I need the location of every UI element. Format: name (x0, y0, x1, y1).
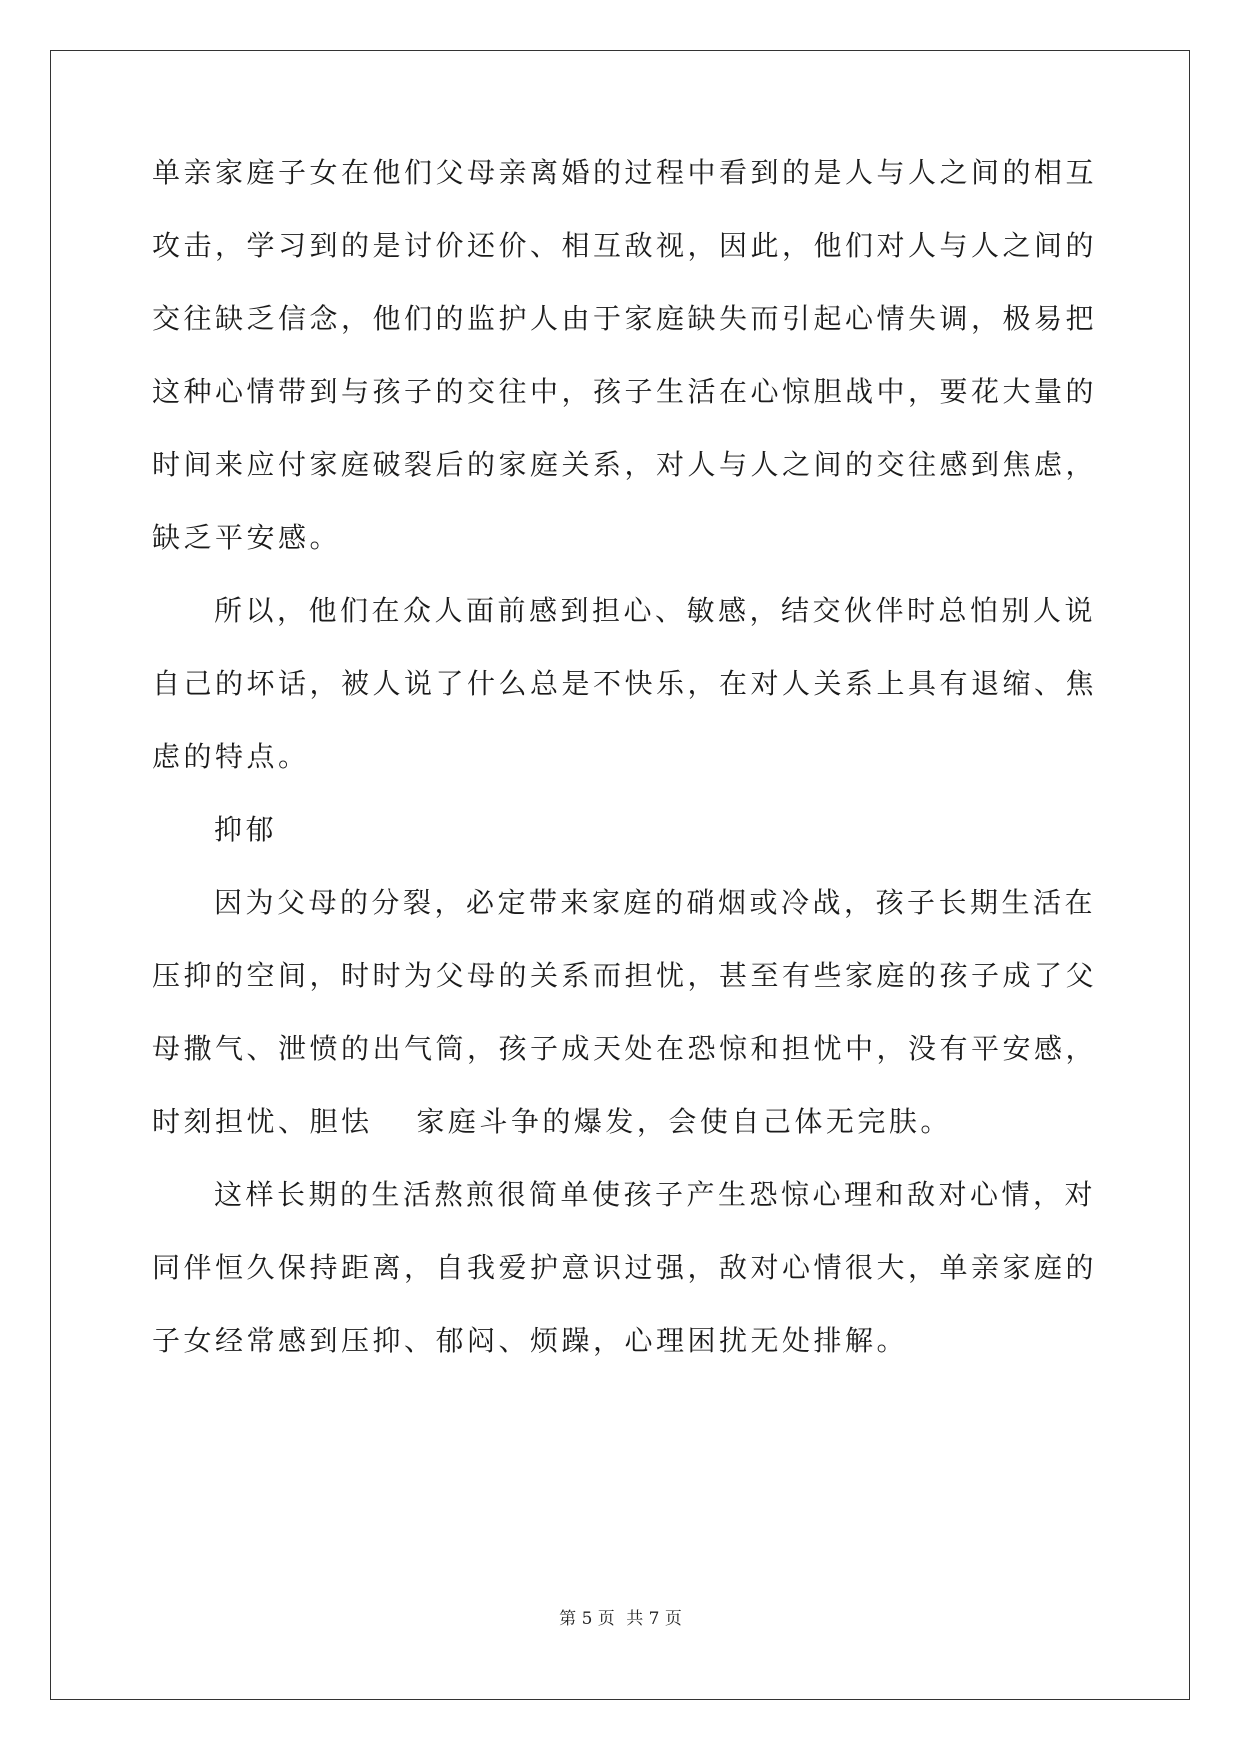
text-line: 母撒气、泄愤的出气筒，孩子成天处在恐惊和担忧中，没有平安感， (152, 1032, 1098, 1065)
text-line: 因为父母的分裂，必定带来家庭的硝烟或冷战，孩子长期生活在 (214, 886, 1097, 919)
text-line: 子女经常感到压抑、郁闷、烦躁，心理困扰无处排解。 (152, 1324, 909, 1357)
section-heading: 抑郁 (214, 813, 278, 846)
text-line: 虑的特点。 (152, 740, 310, 773)
text-line: 同伴恒久保持距离，自我爱护意识过强，敌对心情很大，单亲家庭的 (152, 1251, 1098, 1284)
text-line: 缺乏平安感。 (152, 521, 342, 554)
text-line: 压抑的空间，时时为父母的关系而担忧，甚至有些家庭的孩子成了父 (152, 959, 1098, 992)
text-line: 自己的坏话，被人说了什么总是不快乐，在对人关系上具有退缩、焦 (152, 667, 1098, 700)
page-total: 共 7 页 (626, 1609, 682, 1629)
text-line: 所以，他们在众人面前感到担心、敏感，结交伙伴时总怕别人说 (214, 594, 1097, 627)
text-line: 单亲家庭子女在他们父母亲离婚的过程中看到的是人与人之间的相互 (152, 156, 1098, 189)
page-footer (0, 1604, 1241, 1629)
text-line: 时刻担忧、胆怯 家庭斗争的爆发，会使自己体无完肤。 (152, 1105, 952, 1138)
text-line: 攻击，学习到的是讨价还价、相互敌视，因此，他们对人与人之间的 (152, 229, 1098, 262)
text-line: 交往缺乏信念，他们的监护人由于家庭缺失而引起心情失调，极易把 (152, 302, 1098, 335)
page-number: 第 5 页 (559, 1609, 615, 1629)
text-line: 这样长期的生活熬煎很简单使孩子产生恐惊心理和敌对心情，对 (214, 1178, 1097, 1211)
text-line: 时间来应付家庭破裂后的家庭关系，对人与人之间的交往感到焦虑， (152, 448, 1098, 481)
text-line: 这种心情带到与孩子的交往中，孩子生活在心惊胆战中，要花大量的 (152, 375, 1098, 408)
